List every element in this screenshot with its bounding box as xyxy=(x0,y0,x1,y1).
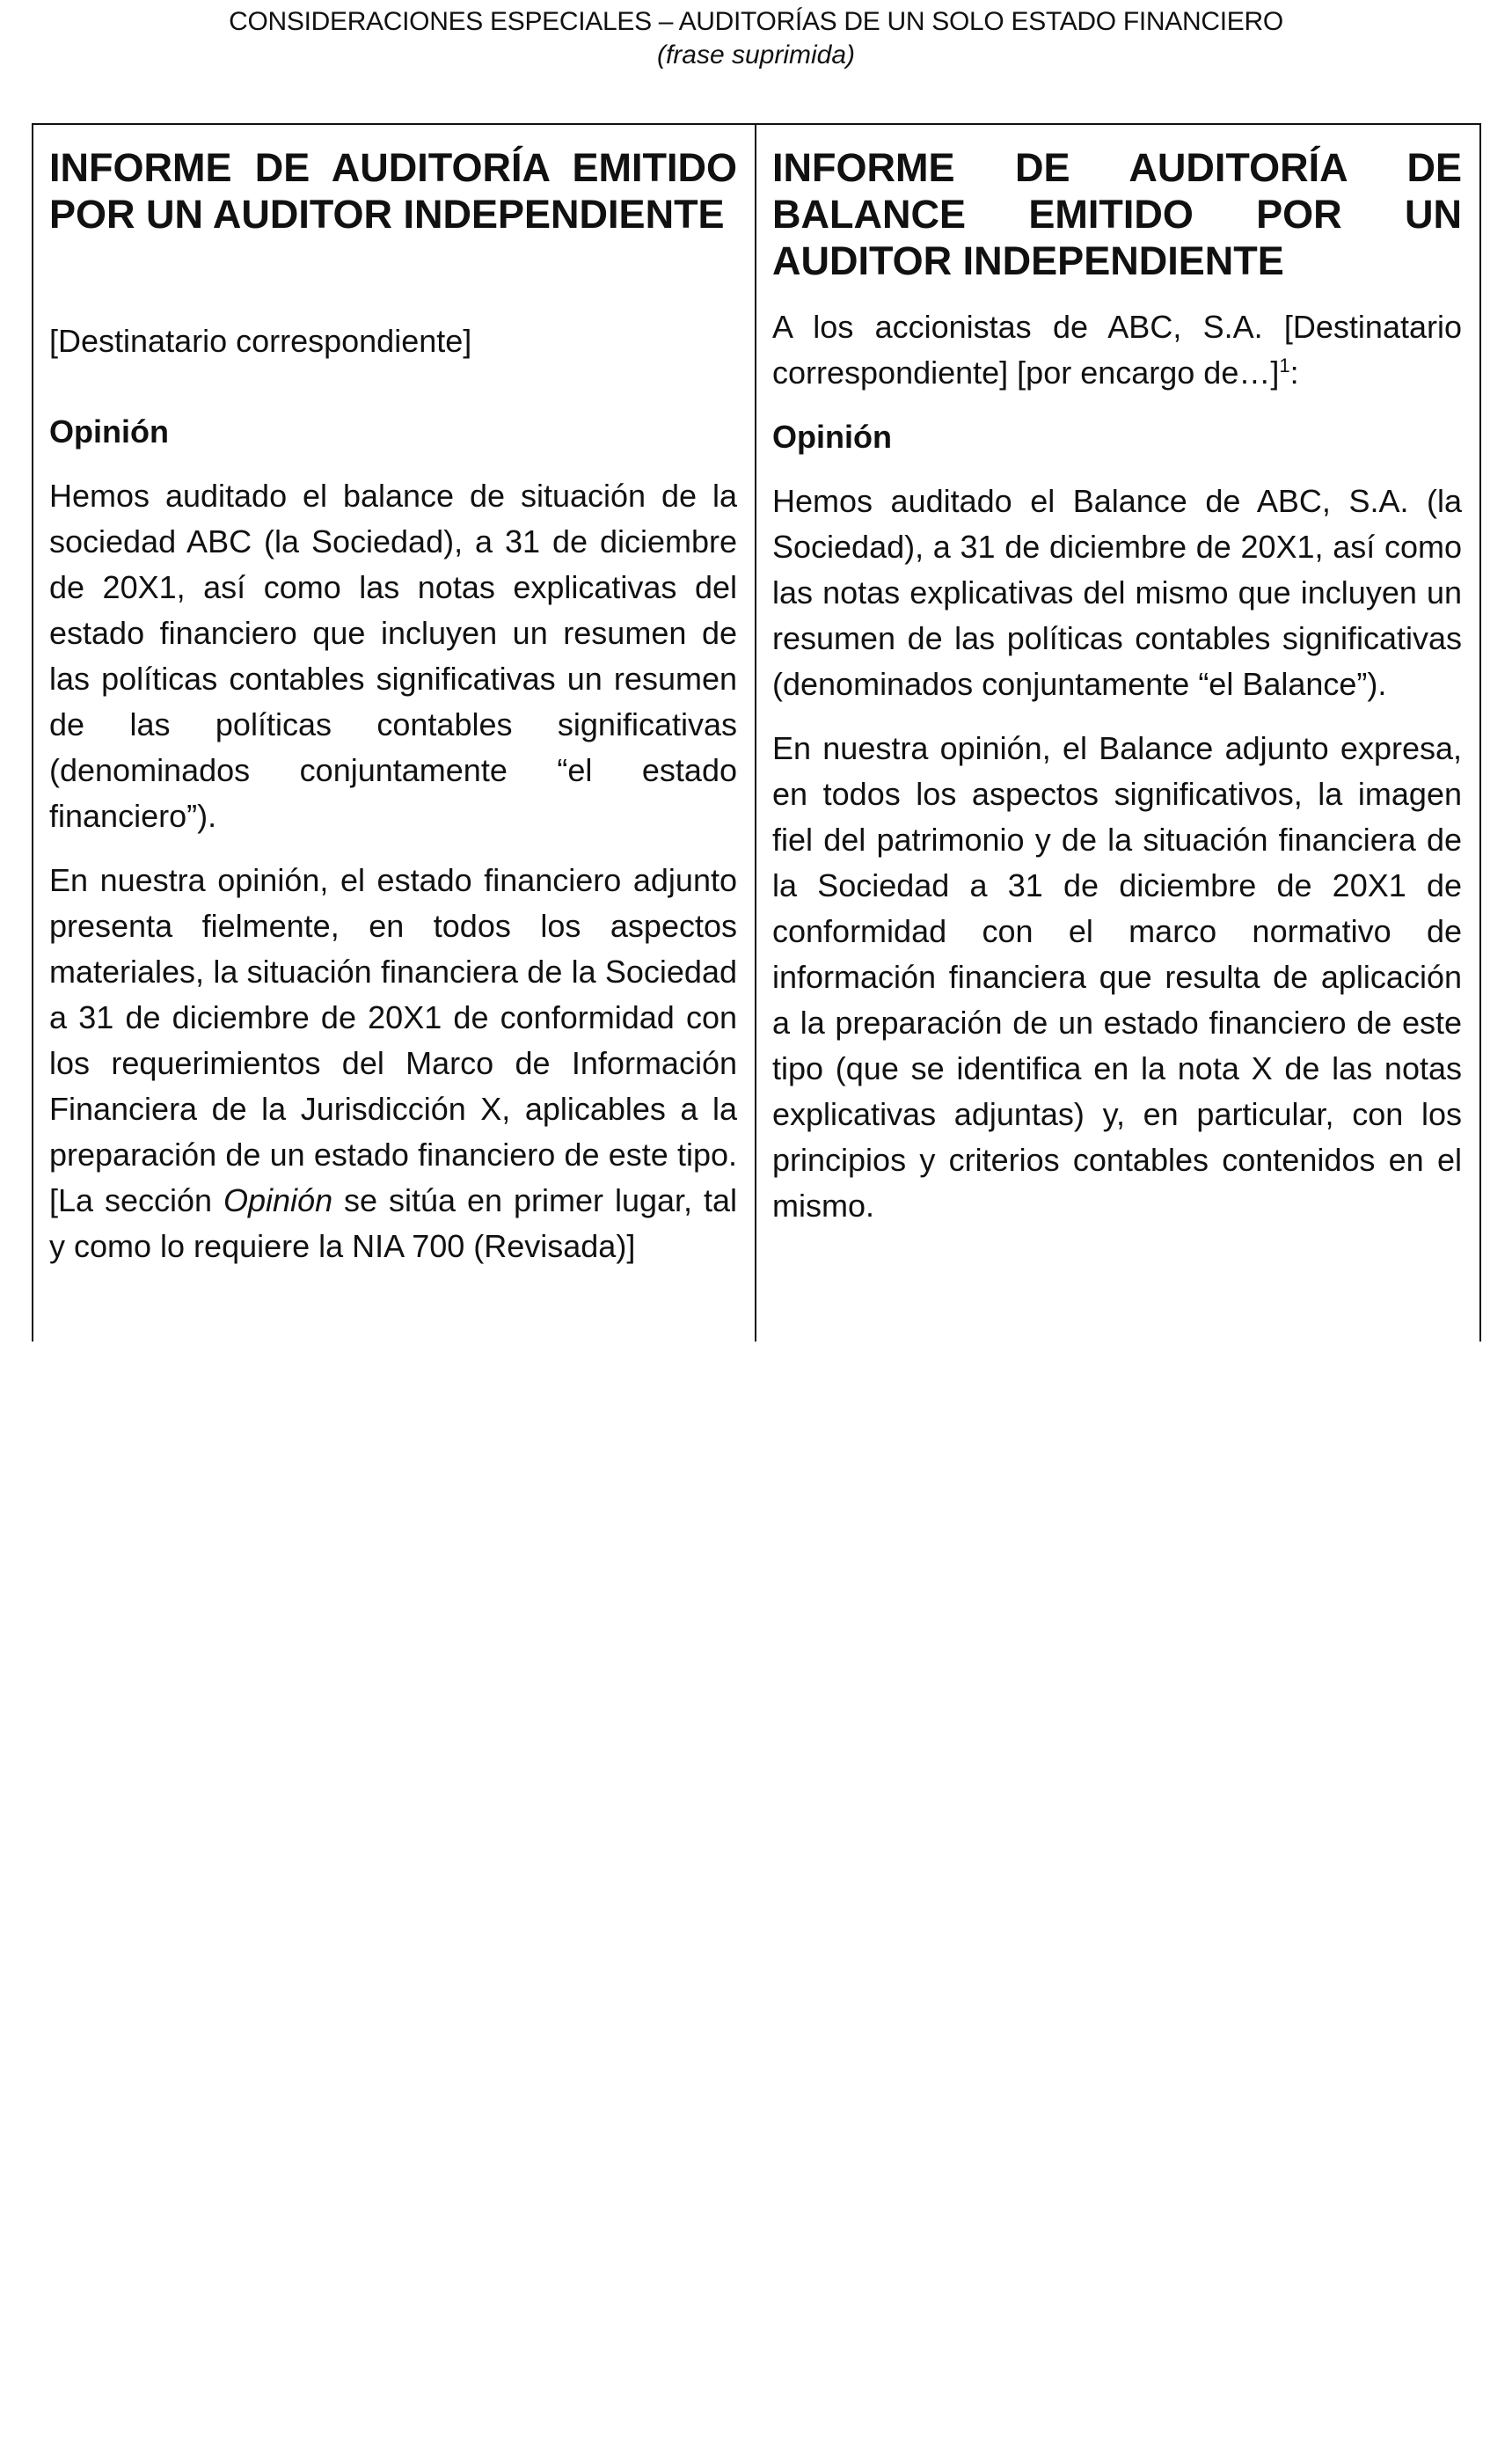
left-paragraph-1: Hemos auditado el balance de situación de la sociedad ABC (la Sociedad), a 31 de diciembre de 20X1, así como las notas explicativas del estado financiero que incluyen un resumen de las políticas contables significativas un resumen de las políticas contables significativas (denominados conjuntamente “el estado financiero”). xyxy=(49,478,737,834)
page-subtitle: (frase suprimida) xyxy=(656,40,856,69)
page-title: CONSIDERACIONES ESPECIALES – AUDITORÍAS DE UN SOLO ESTADO FINANCIERO xyxy=(229,7,1283,36)
comparison-table xyxy=(32,123,1481,1342)
left-paragraph-2-main: En nuestra opinión, el estado financiero adjunto presenta fielmente, en todos los aspectos materiales, la situación financiera de la Sociedad a 31 de diciembre de 20X1 de conformidad con los requerimientos del Marco de Información Financiera de la Jurisdicción X, aplicables a la preparación de un estado financiero de este tipo. [La sección xyxy=(49,862,737,1218)
left-column-heading: INFORME DE AUDITORÍA EMITIDO POR UN AUDITOR INDEPENDIENTE xyxy=(49,145,737,237)
left-paragraph-2-italic: Opinión xyxy=(223,1182,333,1218)
right-column-heading: INFORME DE AUDITORÍA DE BALANCE EMITIDO POR UN AUDITOR INDEPENDIENTE xyxy=(772,145,1462,283)
left-recipient: [Destinatario correspondiente] xyxy=(49,323,472,359)
right-opinion-label: Opinión xyxy=(772,419,892,455)
right-recipient-end: : xyxy=(1289,355,1299,391)
left-column xyxy=(33,125,756,1342)
right-paragraph-1: Hemos auditado el Balance de ABC, S.A. (la Sociedad), a 31 de diciembre de 20X1, así como las notas explicativas del mismo que incluyen un resumen de las políticas contables significativas (denominados conjuntamente “el Balance”). xyxy=(772,483,1462,702)
left-paragraph-2-tail: se sitúa en primer lugar, tal y como lo requiere la NIA 700 (Revisada)] xyxy=(49,1182,737,1264)
footnote-marker: 1 xyxy=(1279,355,1290,377)
right-column xyxy=(756,125,1479,1342)
right-recipient-text: A los accionistas de ABC, S.A. [Destinatario correspondiente] [por encargo de…] xyxy=(772,309,1462,391)
right-paragraph-2: En nuestra opinión, el Balance adjunto expresa, en todos los aspectos significativos, la imagen fiel del patrimonio y de la situación financiera de la Sociedad a 31 de diciembre de 20X1 de conformidad con el marco normativo de información financiera que resulta de aplicación a la preparación de un estado financiero de este tipo (que se identifica en la nota X de las notas explicativas adjuntas) y, en particular, con los principios y criterios contables contenidos en el mismo. xyxy=(772,730,1462,1224)
left-paragraph-2 xyxy=(49,858,737,1269)
left-opinion-label: Opinión xyxy=(49,413,169,450)
page-header xyxy=(0,5,1512,72)
right-recipient xyxy=(772,304,1462,396)
